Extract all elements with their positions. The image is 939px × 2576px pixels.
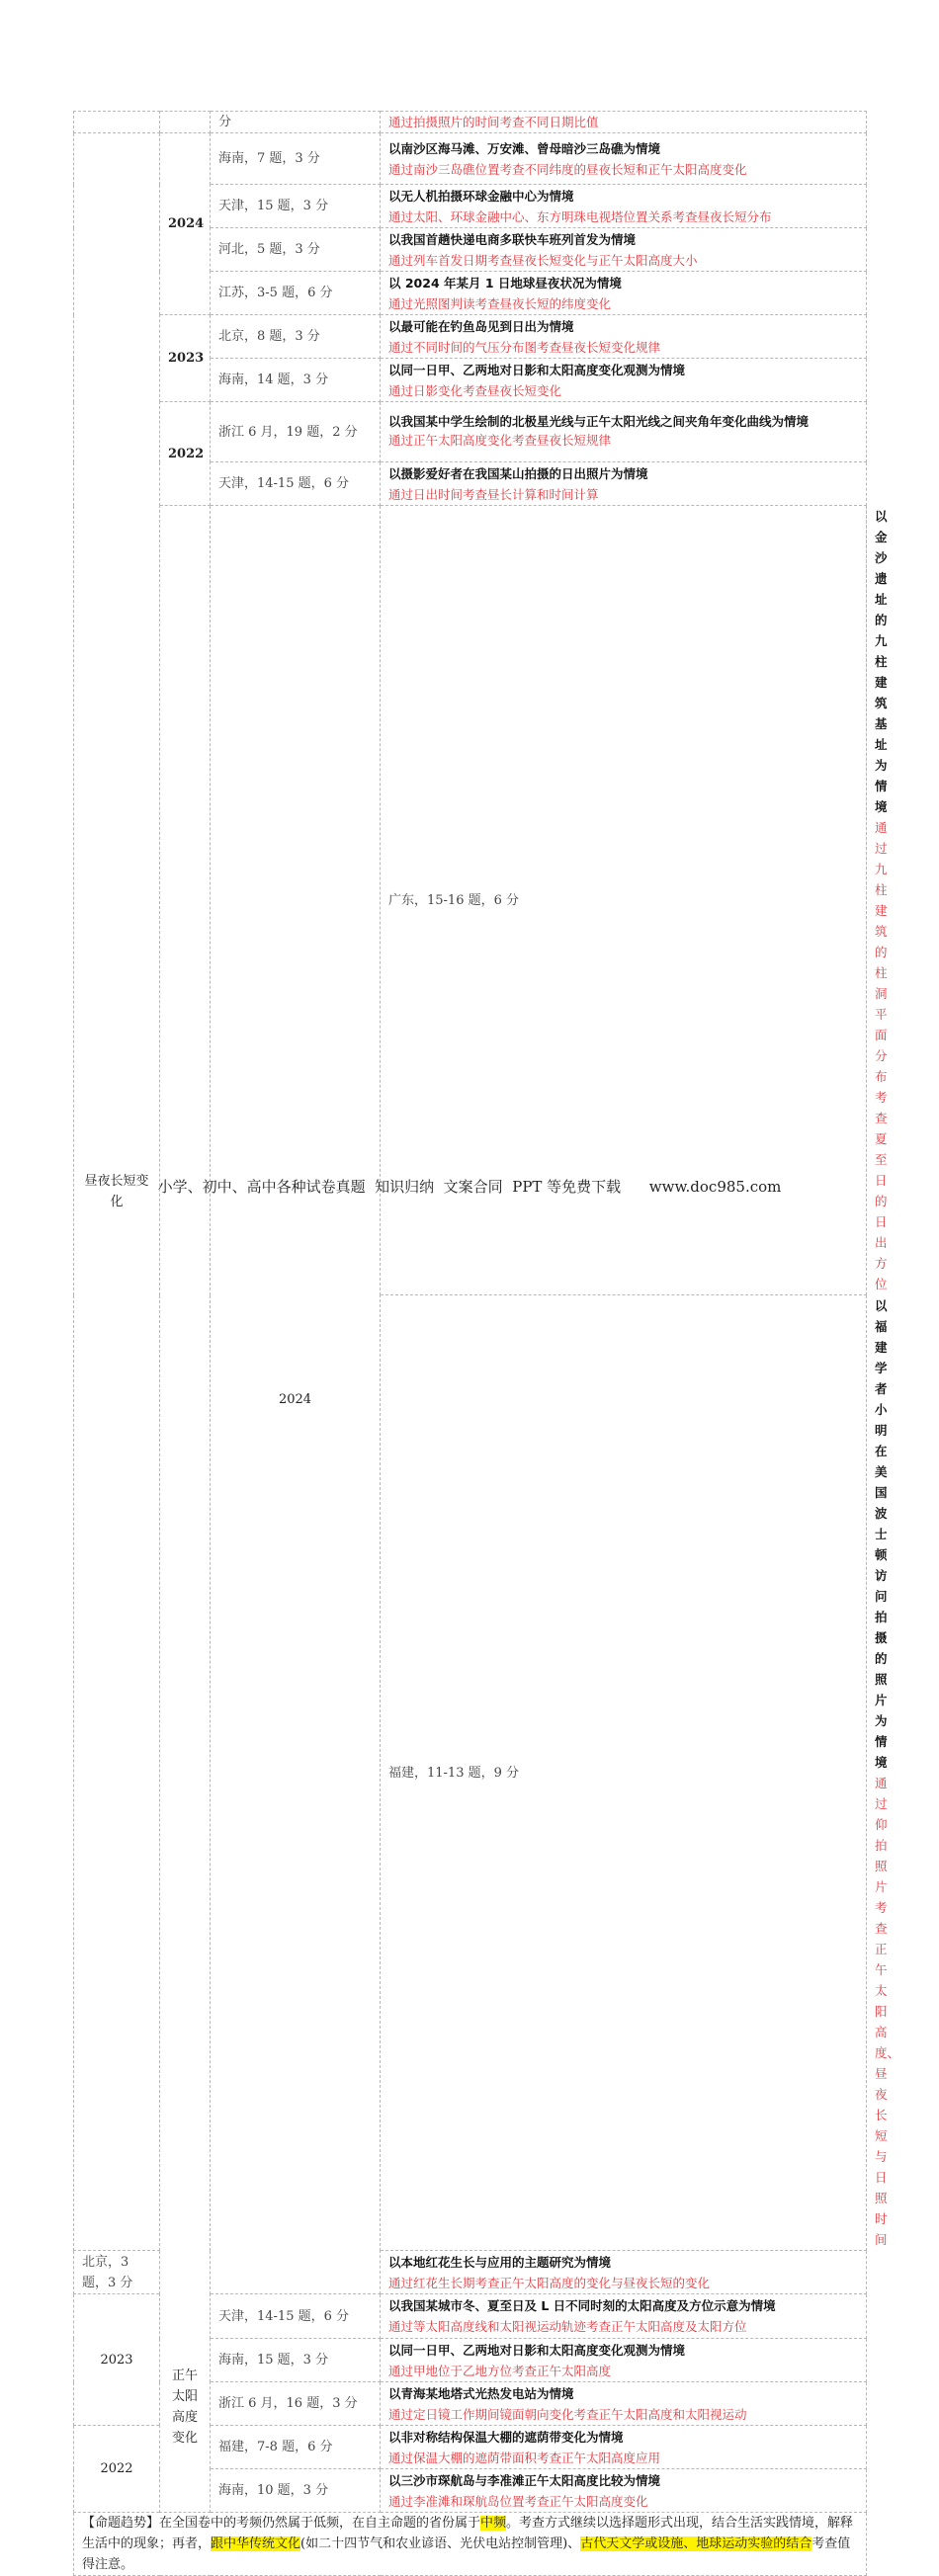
exam-reason: 通过不同时间的气压分布图考查昼夜长短变化规律	[388, 339, 661, 355]
exam-info: 北京，8 题，3 分	[211, 315, 381, 359]
table-row	[74, 112, 867, 133]
exam-description	[381, 462, 867, 506]
exam-info: 江苏，3-5 题，6 分	[211, 272, 381, 315]
trend-text: 在全国卷中的考频仍然属于低频，在自主命题的省份属于	[159, 2516, 481, 2531]
category-noon-sun-altitude: 正午太阳高度变化	[160, 506, 211, 2513]
exam-description	[381, 2382, 867, 2426]
exam-reason: 通过红花生长期考查正午太阳高度的变化与昼夜长短的变化	[388, 2275, 711, 2290]
empty-cell	[74, 112, 160, 133]
category-day-night-length: 昼夜长短变化	[74, 133, 160, 2251]
trend-text: (如二十四节气和农业谚语、光伏电站控制管理)、	[300, 2536, 581, 2551]
trend-text: 考查值得注意。	[82, 2536, 851, 2572]
exam-context: 以无人机拍摄环球金融中心为情境	[388, 188, 574, 204]
year-cell: 2024	[211, 506, 381, 2294]
exam-context: 以最可能在钓鱼岛见到日出为情境	[388, 318, 574, 334]
exam-info: 福建，11-13 题，9 分	[381, 1295, 867, 2251]
exam-context: 以我国某城市冬、夏至日及 L 日不同时刻的太阳高度及方位示意为情境	[388, 2298, 776, 2313]
exam-info: 北京，3 题，3 分	[74, 2251, 160, 2294]
exam-context: 以非对称结构保温大棚的遮荫带变化为情境	[388, 2429, 624, 2445]
exam-description	[381, 2251, 867, 2294]
exam-info: 天津，14-15 题，6 分	[211, 462, 381, 506]
exam-info: 福建，7-8 题，6 分	[211, 2426, 381, 2469]
exam-info: 浙江 6 月，19 题，2 分	[211, 402, 381, 462]
exam-info: 海南，14 题，3 分	[211, 359, 381, 402]
exam-description	[381, 2469, 867, 2513]
exam-reason: 通过正午太阳高度变化考查昼夜长短规律	[388, 433, 612, 448]
exam-info: 海南，7 题，3 分	[211, 133, 381, 185]
page-footer: 小学、初中、高中各种试卷真题 知识归纳 文案合同 PPT 等免费下载 www.doc985.com	[157, 1178, 782, 1196]
year-cell: 2023	[74, 2294, 160, 2426]
exam-description	[381, 2426, 867, 2469]
trend-text: 。考查方式继续以选择题形式出现，结合生活实践情境，解释生活中的现象；再者，	[82, 2516, 854, 2551]
exam-info: 河北，5 题，3 分	[211, 228, 381, 272]
trend-label: 【命题趋势】	[82, 2516, 160, 2531]
exam-context: 以本地红花生长与应用的主题研究为情境	[388, 2254, 612, 2270]
exam-context: 以青海某地塔式光热发电站为情境	[388, 2385, 574, 2401]
exam-reason: 通过保温大棚的遮荫带面积考查正午太阳高度应用	[388, 2450, 661, 2465]
highlight-text: 古代天文学或设施、地球运动实验的结合	[580, 2536, 812, 2551]
year-cell: 2022	[160, 402, 211, 506]
exam-reason: 通过日影变化考查昼夜长短变化	[388, 382, 562, 398]
exam-reason: 通过甲地位于乙地方位考查正午太阳高度	[388, 2363, 612, 2378]
exam-reason: 通过李准滩和琛航岛位置考查正午太阳高度变化	[388, 2493, 648, 2509]
exam-context: 以同一日甲、乙两地对日影和太阳高度变化观测为情境	[388, 2342, 686, 2358]
exam-reason: 通过等太阳高度线和太阳视运动轨迹考查正午太阳高度及太阳方位	[388, 2319, 747, 2334]
exam-info: 天津，14-15 题，6 分	[211, 2294, 381, 2339]
exam-reason: 通过定日镜工作期间镜面朝向变化考查正午太阳高度和太阳视运动	[388, 2406, 747, 2422]
exam-context: 以我国某中学生绘制的北极星光线与正午太阳光线之间夹角年变化曲线为情境	[388, 414, 810, 429]
exam-context: 以我国首趟快递电商多联快车班列首发为情境	[388, 231, 637, 247]
exam-info: 广东，15-16 题，6 分	[381, 506, 867, 1295]
exam-description	[381, 112, 867, 133]
exam-reason: 通过太阳、环球金融中心、东方明珠电视塔位置关系考查昼夜长短分布	[388, 208, 772, 224]
year-cell: 2023	[160, 315, 211, 402]
table-row: 正午太阳高度变化 2024 广东，15-16 题，6 分 以金沙遗址的九柱建筑基址为情境 通过九柱建筑的柱洞平面分布考查夏至日的日出方位	[74, 506, 867, 1295]
exam-description	[381, 272, 867, 315]
exam-description	[381, 185, 867, 228]
exam-description	[381, 133, 867, 185]
table-row	[74, 315, 867, 359]
empty-cell	[160, 112, 211, 133]
exam-description	[381, 359, 867, 402]
exam-description	[381, 402, 867, 462]
trend-row	[74, 2513, 867, 2576]
highlight-text: 中频	[480, 2516, 507, 2531]
exam-reason: 通过列车首发日期考查昼夜长短变化与正午太阳高度大小	[388, 252, 698, 268]
trend-cell	[74, 2513, 867, 2576]
exam-description	[381, 315, 867, 359]
exam-description	[381, 2294, 867, 2339]
year-cell: 2022	[74, 2426, 160, 2513]
exam-info: 海南，10 题，3 分	[211, 2469, 381, 2513]
exam-context: 以三沙市琛航岛与李准滩正午太阳高度比较为情境	[388, 2472, 661, 2488]
exam-context: 以南沙区海马滩、万安滩、曾母暗沙三岛礁为情境	[388, 140, 661, 156]
exam-description	[381, 228, 867, 272]
exam-context: 以摄影爱好者在我国某山拍摄的日出照片为情境	[388, 465, 648, 481]
highlight-text: 跟中华传统文化	[211, 2536, 301, 2551]
exam-reason: 通过日出时间考查昼长计算和时间计算	[388, 486, 599, 502]
exam-reason: 通过拍摄照片的时间考查不同日期比值	[388, 115, 599, 129]
exam-context: 以同一日甲、乙两地对日影和太阳高度变化观测为情境	[388, 362, 686, 377]
year-cell: 2024	[160, 133, 211, 315]
exam-reason: 通过南沙三岛礁位置考查不同纬度的昼夜长短和正午太阳高度变化	[388, 161, 747, 177]
exam-info: 海南，15 题，3 分	[211, 2339, 381, 2382]
exam-info: 分	[211, 112, 381, 133]
exam-info: 浙江 6 月，16 题，3 分	[211, 2382, 381, 2426]
exam-reason: 通过光照图判读考查昼夜长短的纬度变化	[388, 295, 612, 311]
exam-description	[381, 2339, 867, 2382]
exam-info: 天津，15 题，3 分	[211, 185, 381, 228]
exam-context: 以 2024 年某月 1 日地球昼夜状况为情境	[388, 275, 622, 291]
exam-analysis-table	[73, 111, 900, 2576]
table-row	[74, 133, 867, 185]
table-row: 福建，11-13 题，9 分 以福建学者小明在美国波士顿访问拍摄的照片为情境 通过仰拍照片考查正午太阳高度、昼夜长短与日照时间	[74, 1295, 867, 2251]
table-row	[74, 402, 867, 462]
